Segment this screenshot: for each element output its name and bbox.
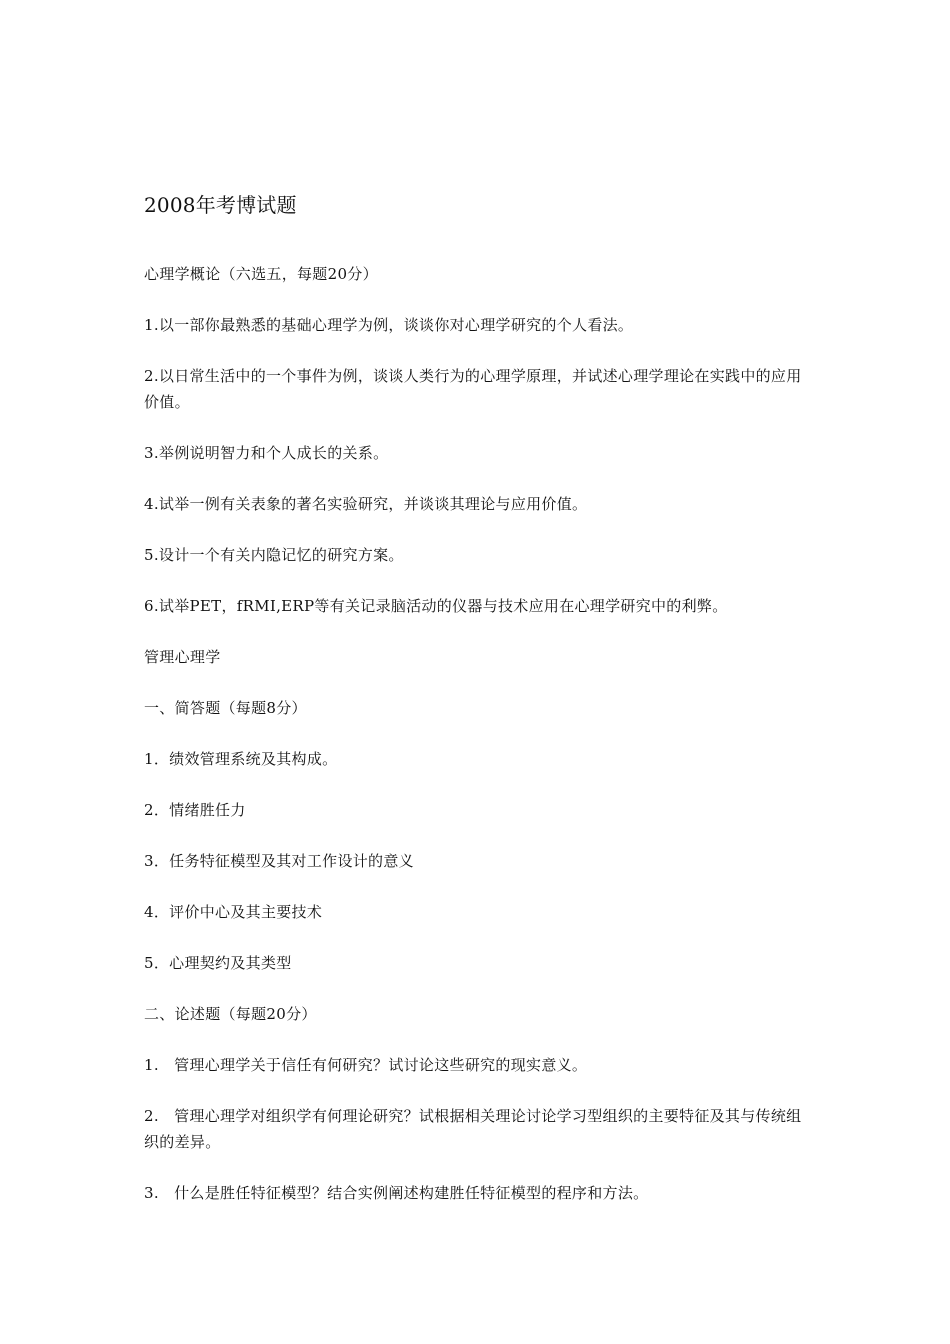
- subsection-short-answer: 一、简答题（每题8分）: [144, 699, 307, 717]
- document-body: [144, 191, 810, 1231]
- section-heading-management-psychology: 管理心理学: [144, 648, 221, 666]
- question-6: 6.试举PET，fRMI,ERP等有关记录脑活动的仪器与技术应用在心理学研究中的利弊。: [144, 597, 728, 615]
- section-heading-intro-psychology: 心理学概论（六选五，每题20分）: [144, 265, 378, 283]
- document-title: 2008年考博试题: [144, 193, 297, 217]
- subsection-essay: 二、论述题（每题20分）: [144, 1005, 317, 1023]
- essay-2: 2. 管理心理学对组织学有何理论研究？试根据相关理论讨论学习型组织的主要特征及其与传统组织的差异。: [144, 1107, 802, 1151]
- question-2: 2.以日常生活中的一个事件为例，谈谈人类行为的心理学原理，并试述心理学理论在实践中的应用价值。: [144, 367, 802, 411]
- question-3: 3.举例说明智力和个人成长的关系。: [144, 444, 389, 462]
- question-4: 4.试举一例有关表象的著名实验研究，并谈谈其理论与应用价值。: [144, 495, 588, 513]
- short-answer-5: 5．心理契约及其类型: [144, 954, 292, 972]
- short-answer-4: 4．评价中心及其主要技术: [144, 903, 323, 921]
- short-answer-1: 1．绩效管理系统及其构成。: [144, 750, 338, 768]
- short-answer-3: 3．任务特征模型及其对工作设计的意义: [144, 852, 414, 870]
- essay-1: 1. 管理心理学关于信任有何研究？试讨论这些研究的现实意义。: [144, 1056, 588, 1074]
- short-answer-2: 2．情绪胜任力: [144, 801, 246, 819]
- essay-3: 3. 什么是胜任特征模型？结合实例阐述构建胜任特征模型的程序和方法。: [144, 1184, 649, 1202]
- question-5: 5.设计一个有关内隐记忆的研究方案。: [144, 546, 404, 564]
- question-1: 1.以一部你最熟悉的基础心理学为例，谈谈你对心理学研究的个人看法。: [144, 316, 634, 334]
